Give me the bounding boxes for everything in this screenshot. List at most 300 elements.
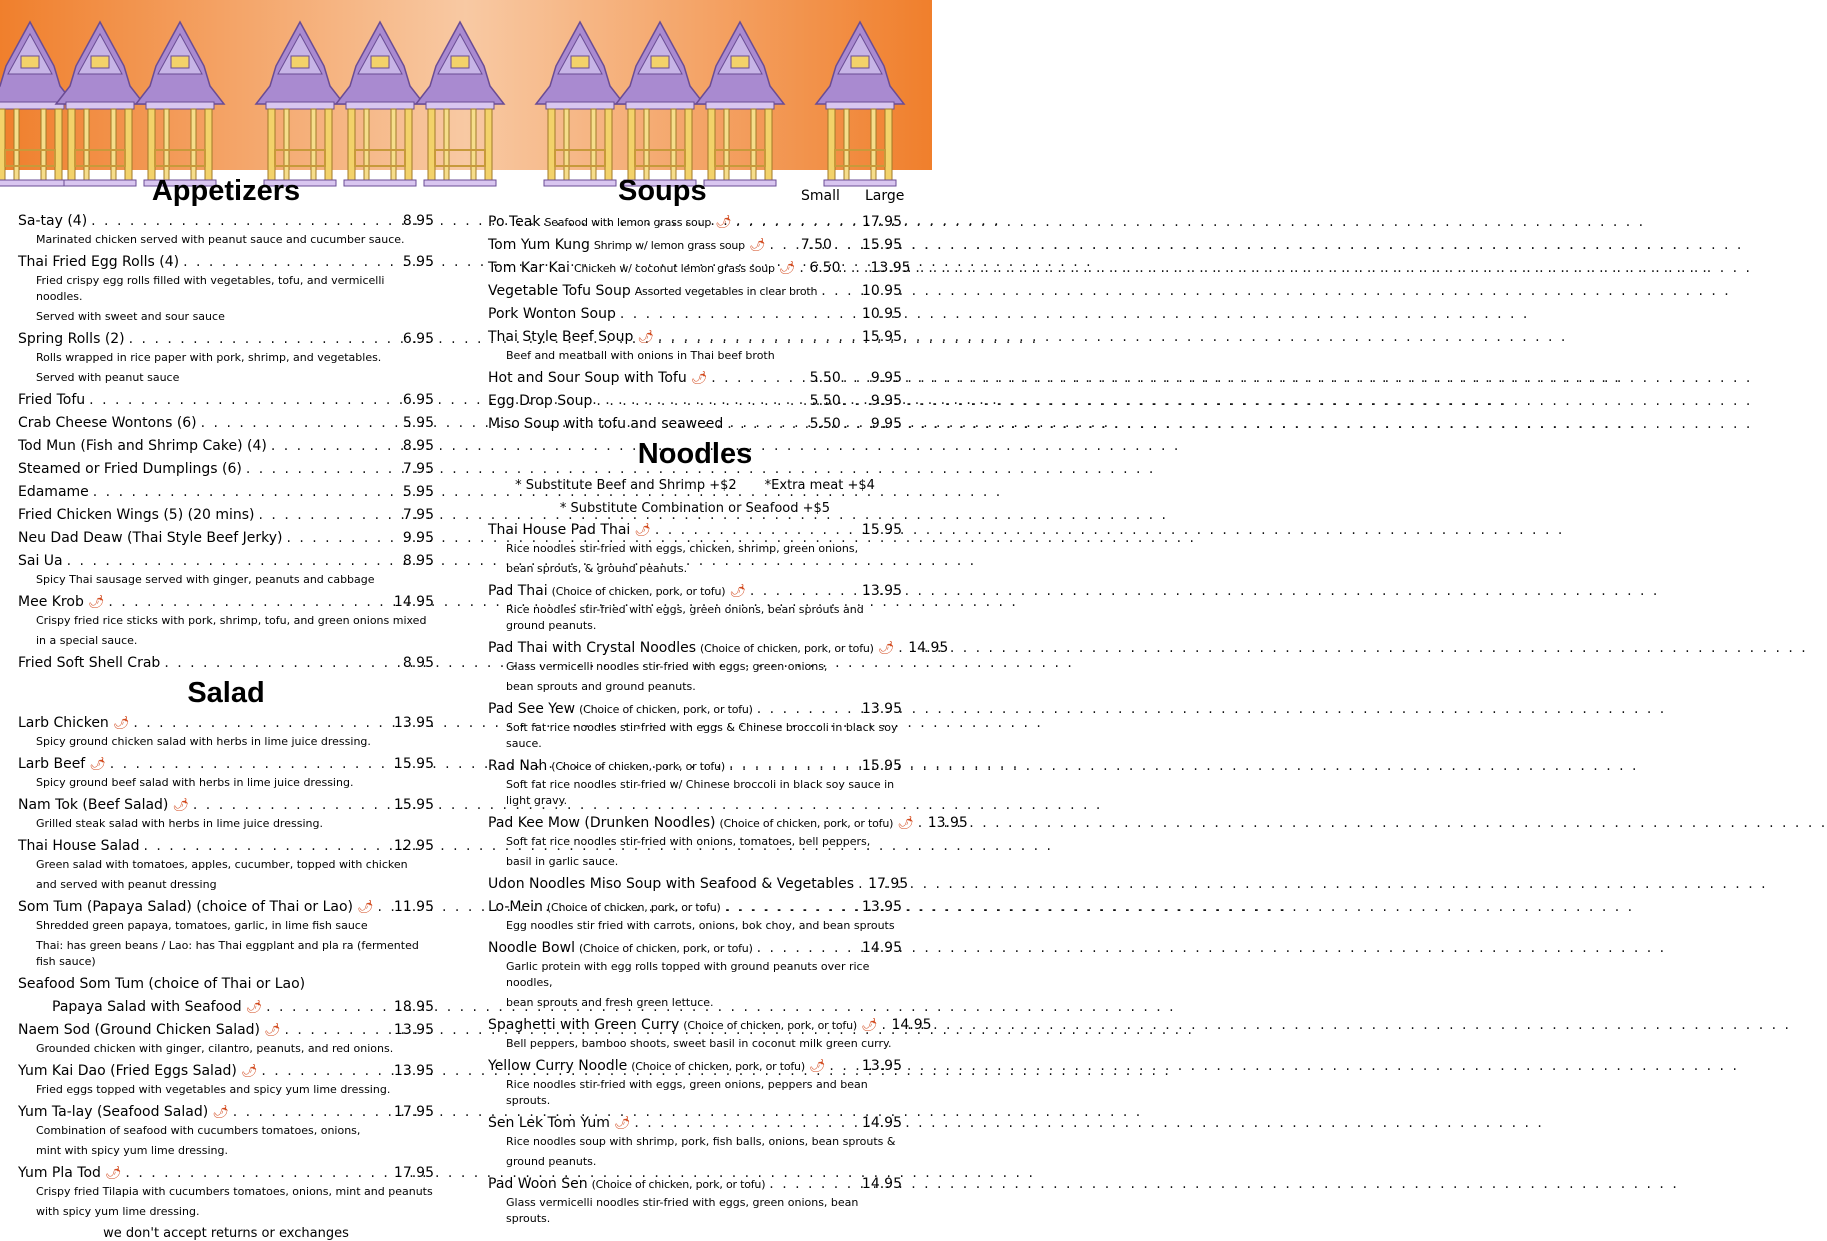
menu-item-description: bean sprouts and ground peanuts. xyxy=(506,680,696,693)
small-price: 5.50 xyxy=(809,416,841,432)
leader-dots xyxy=(843,391,869,412)
menu-item xyxy=(488,212,902,233)
chili-pepper-icon: 🌶︎ xyxy=(690,371,708,386)
substitute-beef-note: * Substitute Beef and Shrimp +$2 xyxy=(515,478,737,493)
menu-item-name: Yum Ta-lay (Seafood Salad) xyxy=(18,1104,209,1120)
menu-item-price: 15.95 xyxy=(861,522,902,538)
leader-dots xyxy=(634,1113,860,1134)
menu-item-line xyxy=(488,391,902,412)
menu-item-name: Thai House Salad xyxy=(18,838,140,854)
menu-item-line xyxy=(488,581,902,602)
menu-item xyxy=(488,638,949,695)
menu-item-detail: (Choice of chicken, pork, or tofu) xyxy=(700,642,874,655)
menu-item-price: 14.95 xyxy=(908,640,949,656)
leader-dots xyxy=(193,795,392,816)
menu-item-detail: Shrimp w/ lemon grass soup xyxy=(593,239,745,252)
menu-item-description: Soft fat rice noodles stir-fried with eggs & Chinese broccoli in black soy sauce. xyxy=(506,721,898,750)
menu-item xyxy=(488,756,902,809)
leader-dots xyxy=(842,258,868,279)
leader-dots xyxy=(133,713,392,734)
menu-item-description: mint with spicy yum lime dressing. xyxy=(36,1144,228,1157)
menu-item-name: Egg Drop Soup xyxy=(488,393,593,409)
menu-item-price: 14.95 xyxy=(861,1176,902,1192)
menu-item xyxy=(18,713,434,750)
menu-item-description: Rice noodles stir-fried with eggs, green onions, bean sprouts and ground peanuts. xyxy=(506,603,864,632)
menu-item xyxy=(18,211,434,248)
menu-item-name: Pad Thai xyxy=(488,583,548,599)
menu-item-price: 15.95 xyxy=(393,797,434,813)
menu-item-line xyxy=(488,327,902,348)
menu-item xyxy=(18,482,434,503)
menu-item-detail: (Choice of chicken, pork, or tofu) xyxy=(591,1178,766,1191)
menu-item-price: 14.95 xyxy=(393,594,434,610)
chili-pepper-icon: 🌶︎ xyxy=(808,1059,826,1074)
menu-item-description: Green salad with tomatoes, apples, cucumber, topped with chicken xyxy=(36,858,408,871)
large-price: 9.95 xyxy=(870,416,902,432)
menu-item-price: 13.95 xyxy=(861,1058,902,1074)
menu-item-line xyxy=(18,836,434,857)
menu-item xyxy=(488,1015,932,1052)
menu-item-description: basil in garlic sauce. xyxy=(506,855,619,868)
menu-item-line xyxy=(18,528,434,549)
menu-item xyxy=(18,974,434,995)
leader-dots xyxy=(829,1056,859,1077)
menu-item-description: Fried eggs topped with vegetables and spicy yum lime dressing. xyxy=(36,1083,391,1096)
menu-item-price: 13.95 xyxy=(393,1022,434,1038)
soups-title: Soups xyxy=(618,175,707,207)
menu-item-price: 13.95 xyxy=(861,701,902,717)
chili-pepper-icon: 🌶︎ xyxy=(112,716,130,731)
menu-item xyxy=(488,281,902,302)
menu-item-price: 8.95 xyxy=(402,655,434,671)
leader-dots xyxy=(757,938,860,959)
chili-pepper-icon: 🌶︎ xyxy=(897,816,914,831)
menu-item-detail: Assorted vegetables in clear broth xyxy=(634,285,818,298)
menu-item-price: 15.95 xyxy=(861,758,902,774)
menu-item-name: Edamame xyxy=(18,484,89,500)
small-price: 6.50 xyxy=(809,260,841,276)
leader-dots xyxy=(108,592,392,613)
menu-item xyxy=(18,329,434,386)
menu-item-name: Fried Soft Shell Crab xyxy=(18,655,161,671)
leader-dots xyxy=(727,414,807,435)
menu-item-description: Served with peanut sauce xyxy=(36,371,180,384)
menu-item-name: Lo-Mein xyxy=(488,899,543,915)
menu-item-description: Grounded chicken with ginger, cilantro, peanuts, and red onions. xyxy=(36,1042,394,1055)
menu-item-line xyxy=(18,997,434,1018)
menu-item-price: 13.95 xyxy=(861,583,902,599)
menu-item-price: 13.95 xyxy=(927,815,968,831)
menu-item xyxy=(18,551,434,588)
menu-item-line xyxy=(488,938,902,959)
menu-item-description: Spicy ground chicken salad with herbs in lime juice dressing. xyxy=(36,735,371,748)
leader-dots xyxy=(620,304,860,325)
menu-item-price: 5.95 xyxy=(402,484,434,500)
menu-item xyxy=(488,235,902,256)
menu-item-line xyxy=(488,1113,902,1134)
leader-dots xyxy=(91,211,401,232)
small-size-label: Small xyxy=(801,188,840,204)
menu-item xyxy=(488,1056,902,1109)
menu-item-line xyxy=(18,1061,434,1082)
menu-item-detail: (Choice of chicken, pork, or tofu) xyxy=(551,585,726,598)
menu-item-price: 13.95 xyxy=(393,715,434,731)
menu-item-description: Combination of seafood with cucumbers tomatoes, onions, xyxy=(36,1124,361,1137)
menu-item-line xyxy=(18,252,434,273)
appetizers-list xyxy=(18,211,434,674)
menu-item xyxy=(488,897,902,934)
right-column xyxy=(488,172,968,1231)
menu-item-price: 17.95 xyxy=(393,1104,434,1120)
menu-item xyxy=(18,754,434,791)
menu-item-name: Tom Kar Kai xyxy=(488,260,570,276)
menu-item-name: Hot and Sour Soup with Tofu xyxy=(488,370,687,386)
menu-item-price: 17.95 xyxy=(868,876,909,892)
menu-item xyxy=(488,1174,902,1227)
leader-dots xyxy=(711,368,807,389)
menu-item-name: Tod Mun (Fish and Shrimp Cake) (4) xyxy=(18,438,267,454)
chili-pepper-icon: 🌶︎ xyxy=(264,1023,281,1038)
menu-item-line xyxy=(18,1020,434,1041)
leader-dots xyxy=(843,414,869,435)
menu-item-line xyxy=(488,638,949,659)
left-column xyxy=(18,172,434,1241)
leader-dots xyxy=(89,390,401,411)
chili-pepper-icon: 🌶︎ xyxy=(357,900,374,915)
menu-item-line xyxy=(18,390,434,411)
menu-item-description: bean sprouts, & ground peanuts. xyxy=(506,562,688,575)
menu-item-name: Fried Tofu xyxy=(18,392,86,408)
menu-item-line xyxy=(18,551,434,572)
substitute-combination-note: * Substitute Combination or Seafood +$5 xyxy=(559,501,831,516)
menu-item-name: Yum Pla Tod xyxy=(18,1165,101,1181)
leader-dots xyxy=(110,754,392,775)
menu-item xyxy=(18,459,434,480)
large-price: 9.95 xyxy=(870,370,902,386)
menu-item-price: 5.95 xyxy=(402,254,434,270)
leader-dots xyxy=(843,368,869,389)
leader-dots xyxy=(261,1061,392,1082)
large-price: 13.95 xyxy=(870,260,911,276)
menu-item-name: Naem Sod (Ground Chicken Salad) xyxy=(18,1022,261,1038)
small-price: 5.50 xyxy=(809,393,841,409)
menu-item-name: Miso Soup with tofu and seaweed xyxy=(488,416,724,432)
large-price: 15.95 xyxy=(861,237,902,253)
menu-item xyxy=(18,505,434,526)
noodles-list xyxy=(488,520,968,1227)
menu-item-description: Glass vermicelli noodles stir-fried with eggs, green onions, xyxy=(506,660,828,673)
chili-pepper-icon: 🌶︎ xyxy=(637,330,654,345)
chili-pepper-icon: 🌶︎ xyxy=(89,757,106,772)
menu-item xyxy=(18,436,434,457)
menu-item-price: 9.95 xyxy=(402,530,434,546)
menu-item-name: Thai Style Beef Soup xyxy=(488,329,634,345)
menu-item-name: Pad Thai with Crystal Noodles xyxy=(488,640,697,656)
menu-item xyxy=(488,327,902,364)
leader-dots xyxy=(799,258,807,279)
menu-item xyxy=(488,1113,902,1170)
menu-item-name: Mee Krob xyxy=(18,594,84,610)
chili-pepper-icon: 🌶︎ xyxy=(613,1116,631,1131)
menu-item-description: Shredded green papaya, tomatoes, garlic, in lime fish sauce xyxy=(36,919,368,932)
large-size-label: Large xyxy=(865,188,905,204)
menu-item-line xyxy=(488,1174,902,1195)
menu-item xyxy=(488,258,911,279)
menu-item-line xyxy=(18,653,434,674)
leader-dots xyxy=(201,413,401,434)
menu-item-line xyxy=(488,699,902,720)
menu-item xyxy=(18,1163,434,1220)
chili-pepper-icon: 🌶︎ xyxy=(748,238,766,253)
menu-item-price: 7.95 xyxy=(402,461,434,477)
menu-item xyxy=(18,1061,434,1098)
chili-pepper-icon: 🌶︎ xyxy=(860,1018,878,1033)
leader-dots xyxy=(757,699,860,720)
menu-item-line xyxy=(18,413,434,434)
menu-item-name: Tom Yum Kung xyxy=(488,237,590,253)
menu-item-line xyxy=(488,235,902,256)
leader-dots xyxy=(769,235,798,256)
menu-item-name: Rad Nah xyxy=(488,758,548,774)
menu-item-line xyxy=(18,482,434,503)
menu-item-name: Yellow Curry Noodle xyxy=(488,1058,628,1074)
menu-item-line xyxy=(488,874,909,895)
menu-item-price: 7.95 xyxy=(402,507,434,523)
menu-item-detail: (Choice of chicken, pork, or tofu) xyxy=(631,1060,805,1073)
menu-item xyxy=(18,592,434,649)
menu-item xyxy=(18,252,434,325)
menu-item-description: Soft fat rice noodles stir-fried w/ Chinese broccoli in black soy sauce in light gravy. xyxy=(506,778,895,807)
menu-item-name: Pad Kee Mow (Drunken Noodles) xyxy=(488,815,716,831)
chili-pepper-icon: 🌶︎ xyxy=(245,1000,263,1015)
menu-item-description: bean sprouts and fresh green lettuce. xyxy=(506,996,714,1009)
chili-pepper-icon: 🌶︎ xyxy=(240,1064,258,1079)
menu-item-description: Thai: has green beans / Lao: has Thai eggplant and pla ra (fermented fish sauce) xyxy=(36,939,419,968)
leader-dots xyxy=(918,813,926,834)
menu-item-description: Rice noodles stir-fried with eggs, green onions, peppers and bean sprouts. xyxy=(506,1078,868,1107)
menu-item-line xyxy=(488,756,902,777)
leader-dots xyxy=(246,459,401,480)
menu-item-detail: (Choice of chicken, pork, or tofu) xyxy=(578,942,753,955)
menu-item-price: 8.95 xyxy=(402,553,434,569)
menu-item-description: with spicy yum lime dressing. xyxy=(36,1205,200,1218)
menu-item-description: Spicy ground beef salad with herbs in lime juice dressing. xyxy=(36,776,354,789)
menu-item-name: Seafood Som Tum (choice of Thai or Lao) xyxy=(18,976,306,992)
chili-pepper-icon: 🌶︎ xyxy=(877,641,895,656)
menu-item-line xyxy=(18,974,434,995)
menu-item-name: Spaghetti with Green Curry xyxy=(488,1017,680,1033)
soups-header xyxy=(488,172,905,212)
menu-item-description: Marinated chicken served with peanut sauce and cucumber sauce. xyxy=(36,233,405,246)
menu-item-name: Neu Dad Deaw (Thai Style Beef Jerky) xyxy=(18,530,283,546)
menu-item xyxy=(488,699,902,752)
noodles-title: Noodles xyxy=(637,438,753,470)
menu-item-line xyxy=(488,1056,902,1077)
menu-item-price: 5.95 xyxy=(402,415,434,431)
leader-dots xyxy=(821,281,860,302)
leader-dots xyxy=(658,327,860,348)
menu-item-line xyxy=(18,1102,434,1123)
menu-item-name: Crab Cheese Wontons (6) xyxy=(18,415,197,431)
leader-dots xyxy=(858,874,866,895)
menu-item-line xyxy=(18,897,434,918)
menu-item xyxy=(18,997,434,1018)
leader-dots xyxy=(286,528,400,549)
leader-dots xyxy=(183,252,401,273)
menu-item-price: 14.95 xyxy=(861,1115,902,1131)
soups-list xyxy=(488,212,911,435)
menu-item-description: Egg noodles stir fried with carrots, onions, bok choy, and bean sprouts xyxy=(506,919,895,932)
returns-note: we don't accept returns or exchanges xyxy=(103,1226,349,1241)
appetizers-title: Appetizers xyxy=(151,175,301,207)
menu-item xyxy=(488,813,968,870)
menu-item-line xyxy=(488,897,902,918)
small-price: 5.50 xyxy=(809,370,841,386)
leader-dots xyxy=(736,212,860,233)
menu-item-name: Thai House Pad Thai xyxy=(488,522,631,538)
menu-item-line xyxy=(488,258,911,279)
menu-item-name: Nam Tok (Beef Salad) xyxy=(18,797,169,813)
menu-item-price: 15.95 xyxy=(861,329,902,345)
leader-dots xyxy=(233,1102,392,1123)
menu-item-price: 6.95 xyxy=(402,392,434,408)
chili-pepper-icon: 🌶︎ xyxy=(104,1166,122,1181)
menu-item-line xyxy=(488,520,902,541)
menu-item-description: Served with sweet and sour sauce xyxy=(36,310,225,323)
extra-meat-note: *Extra meat +$4 xyxy=(764,478,875,493)
menu-item-line xyxy=(18,505,434,526)
menu-item-line xyxy=(18,459,434,480)
menu-item-description: in a special sauce. xyxy=(36,634,138,647)
menu-item-name: Fried Chicken Wings (5) (20 mins) xyxy=(18,507,255,523)
leader-dots xyxy=(596,391,807,412)
menu-item-line xyxy=(18,329,434,350)
leader-dots xyxy=(725,897,860,918)
menu-item xyxy=(488,874,909,895)
chili-pepper-icon: 🌶︎ xyxy=(778,261,796,276)
leader-dots xyxy=(144,836,392,857)
menu-item-description: and served with peanut dressing xyxy=(36,878,217,891)
menu-item xyxy=(18,1020,434,1057)
menu-item-detail: (Choice of chicken, pork, or tofu) xyxy=(683,1019,857,1032)
menu-item-price: 17.95 xyxy=(393,1165,434,1181)
menu-item-line xyxy=(18,592,434,613)
menu-item-price: 12.95 xyxy=(393,838,434,854)
menu-item-name: Pork Wonton Soup xyxy=(488,306,616,322)
menu-item-description: Soft fat rice noodles stir-fried with onions, tomatoes, bell peppers, xyxy=(506,835,871,848)
leader-dots xyxy=(129,329,401,350)
menu-item-name: Sa-tay (4) xyxy=(18,213,88,229)
menu-item-description: Spicy Thai sausage served with ginger, peanuts and cabbage xyxy=(36,573,375,586)
leader-dots xyxy=(378,897,392,918)
large-price: 9.95 xyxy=(870,393,902,409)
menu-item xyxy=(18,795,434,832)
menu-item xyxy=(18,897,434,970)
menu-item-name: Yum Kai Dao (Fried Eggs Salad) xyxy=(18,1063,237,1079)
menu-item-description: Crispy fried Tilapia with cucumbers tomatoes, onions, mint and peanuts xyxy=(36,1185,433,1198)
menu-item-detail: Seafood with lemon grass soup xyxy=(544,216,712,229)
menu-item-description: ground peanuts. xyxy=(506,1155,597,1168)
menu-item-line xyxy=(18,211,434,232)
leader-dots xyxy=(898,638,906,659)
leader-dots xyxy=(285,1020,392,1041)
leader-dots xyxy=(93,482,401,503)
menu-item-name: Sen Lek Tom Yum xyxy=(488,1115,610,1131)
menu-item-detail: Chicken w/ coconut lemon grass soup xyxy=(573,262,775,275)
menu-item-name: Som Tum (Papaya Salad) (choice of Thai or Lao) xyxy=(18,899,354,915)
menu-item-description: Fried crispy egg rolls filled with vegetables, tofu, and vermicelli noodles. xyxy=(36,274,385,303)
menu-item-description: Rice noodles stir-fried with eggs, chicken, shrimp, green onions, xyxy=(506,542,859,555)
menu-item-description: Rice noodles soup with shrimp, pork, fish balls, onions, bean sprouts & xyxy=(506,1135,896,1148)
menu-item-description: Grilled steak salad with herbs in lime juice dressing. xyxy=(36,817,323,830)
menu-item-name: Larb Beef xyxy=(18,756,86,772)
menu-item-name: Larb Chicken xyxy=(18,715,109,731)
leader-dots xyxy=(266,997,392,1018)
menu-item-name: Noodle Bowl xyxy=(488,940,575,956)
menu-item-price: 10.95 xyxy=(861,306,902,322)
menu-item-description: Crispy fried rice sticks with pork, shrimp, tofu, and green onions mixed xyxy=(36,614,427,627)
menu-item xyxy=(18,528,434,549)
menu-item-price: 10.95 xyxy=(861,283,902,299)
menu-item-detail: (Choice of chicken, pork, or tofu) xyxy=(551,760,725,773)
leader-dots xyxy=(655,520,860,541)
menu-item xyxy=(488,414,902,435)
menu-item-name: Pad Woon Sen xyxy=(488,1176,588,1192)
menu-item xyxy=(488,581,902,634)
menu-item xyxy=(488,391,902,412)
chili-pepper-icon: 🌶︎ xyxy=(212,1105,229,1120)
leader-dots xyxy=(750,581,860,602)
noodles-notes xyxy=(488,474,902,497)
leader-dots xyxy=(729,756,860,777)
menu-item xyxy=(488,304,902,325)
menu-item-name: Spring Rolls (2) xyxy=(18,331,125,347)
menu-item-price: 15.95 xyxy=(393,756,434,772)
leader-dots xyxy=(164,653,401,674)
leader-dots xyxy=(769,1174,860,1195)
chili-pepper-icon: 🌶︎ xyxy=(172,798,189,813)
menu-item xyxy=(18,653,434,674)
menu-item-name: Udon Noodles Miso Soup with Seafood & Vegetables xyxy=(488,876,855,892)
menu-item-name: Po Teak xyxy=(488,214,541,230)
menu-item-description: Garlic protein with egg rolls topped with ground peanuts over rice noodles, xyxy=(506,960,870,989)
leader-dots xyxy=(271,436,401,457)
menu-item-price: 14.95 xyxy=(861,940,902,956)
menu-item-line xyxy=(488,304,902,325)
salad-title: Salad xyxy=(187,677,265,709)
menu-item-price: 14.95 xyxy=(891,1017,932,1033)
menu-item-price: 17.95 xyxy=(861,214,902,230)
chili-pepper-icon: 🌶︎ xyxy=(87,595,105,610)
menu-item-name: Steamed or Fried Dumplings (6) xyxy=(18,461,242,477)
temple-banner xyxy=(0,0,932,170)
menu-item-name: Sai Ua xyxy=(18,553,63,569)
menu-item xyxy=(18,836,434,893)
menu-item-name: Thai Fried Egg Rolls (4) xyxy=(18,254,180,270)
menu-item-line xyxy=(488,212,902,233)
menu-item-detail: (Choice of chicken, pork, or tofu) xyxy=(546,901,721,914)
menu-item-description: Beef and meatball with onions in Thai beef broth xyxy=(506,349,775,362)
menu-item-price: 11.95 xyxy=(393,899,434,915)
menu-item-price: 13.95 xyxy=(861,899,902,915)
menu-item-line xyxy=(18,713,434,734)
menu-item-line xyxy=(18,436,434,457)
menu-item-line xyxy=(488,813,968,834)
menu-item-price: 8.95 xyxy=(402,213,434,229)
menu-item xyxy=(488,520,902,577)
menu-item-line xyxy=(18,795,434,816)
chili-pepper-icon: 🌶︎ xyxy=(715,215,732,230)
